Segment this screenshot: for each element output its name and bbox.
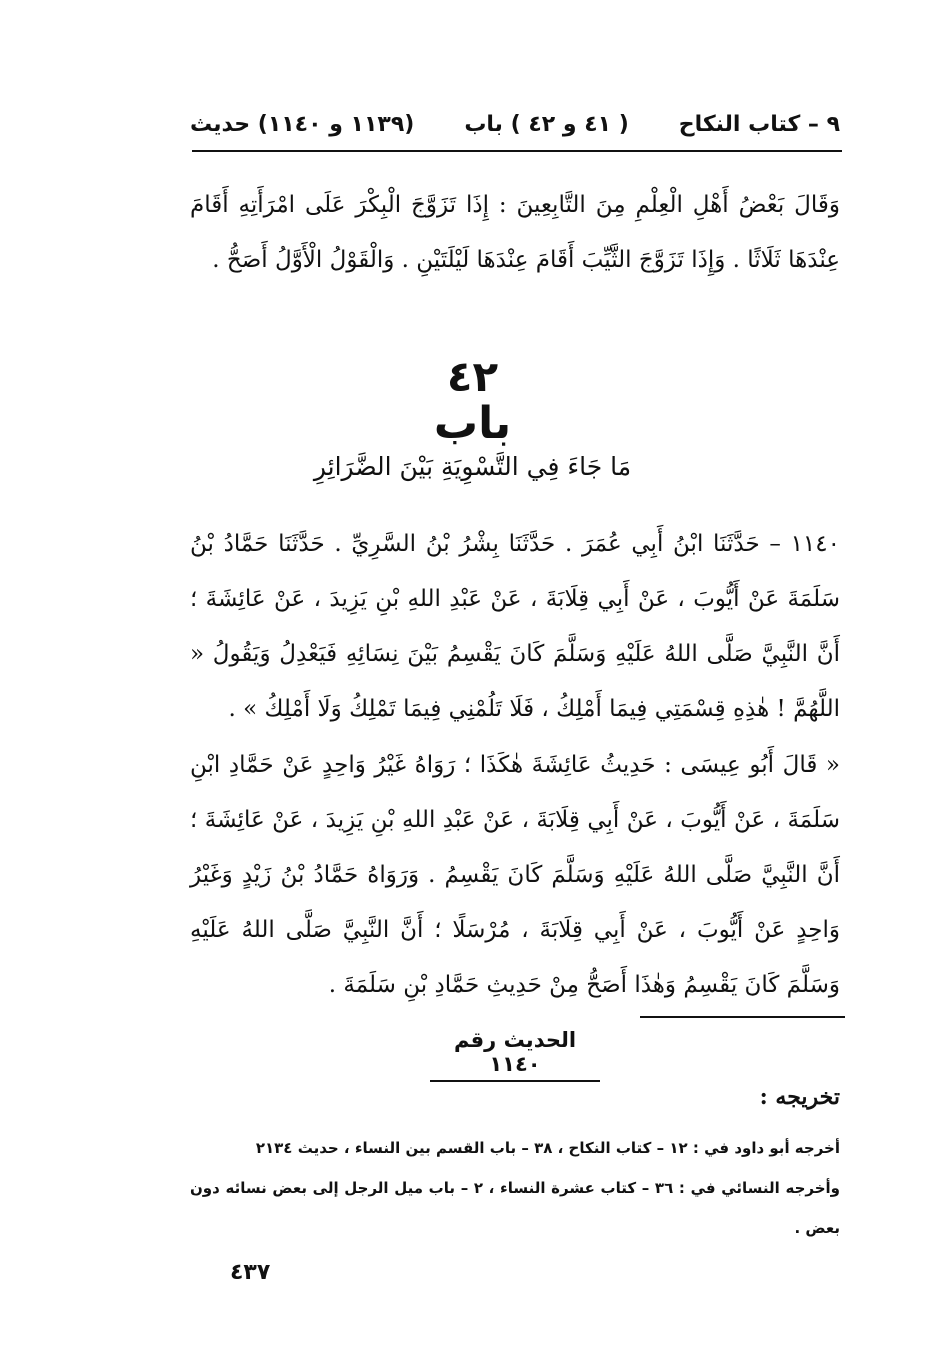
footnote-line: أخرجه أبو داود في : ١٢ – كتاب النكاح ، ٣٨ – باب القسم بين النساء ، حديث ٢١٣٤: [255, 1139, 840, 1157]
commentary-paragraph: « قَالَ أَبُو عِيسَى : حَدِيثُ عَائِشَةَ هٰكَذَا ؛ رَوَاهُ غَيْرُ وَاحِدٍ عَنْ حَمَّادِ ابْنِ سَلَمَةَ ، عَنْ أَيُّوبَ ، عَنْ أَبِي قِلَابَةَ ، عَنْ عَبْدِ اللهِ بْنِ يَزِيدَ ، عَنْ عَائِشَةَ ؛ أَنَّ النَّبِيَّ صَلَّى اللهُ عَلَيْهِ وَسَلَّمَ كَانَ يَقْسِمُ . وَرَوَاهُ حَمَّادُ بْنُ زَيْدٍ وَغَيْرُ وَاحِدٍ عَنْ أَيُّوبَ ، عَنْ أَبِي قِلَابَةَ ، مُرْسَلًا ؛ أَنَّ النَّبِيَّ صَلَّى اللهُ عَلَيْهِ وَسَلَّمَ كَانَ يَقْسِمُ وَهٰذَا أَصَحُّ مِنْ حَدِيثِ حَمَّادِ بْنِ سَلَمَةَ .: [190, 752, 840, 998]
takhrij-label: تخريجه :: [759, 1084, 840, 1110]
chapter-title: مَا جَاءَ فِي التَّسْوِيَةِ بَيْنَ الضَّرَائِرِ: [313, 452, 632, 481]
header-chapters: ( ٤١ و ٤٢ ) باب: [464, 111, 629, 137]
header-hadiths: (١١٣٩ و ١١٤٠) حديث: [190, 111, 415, 137]
running-header: [190, 102, 840, 146]
header-rule: [192, 150, 842, 152]
hadith-number-label: الحديث رقم ١١٤٠: [430, 1028, 600, 1082]
page-number: ٤٣٧: [230, 1260, 271, 1285]
header-book: ٩ – كتاب النكاح: [678, 111, 840, 137]
footnote-separator: [640, 1016, 845, 1018]
intro-paragraph: وَقَالَ بَعْضُ أَهْلِ الْعِلْمِ مِنَ التَّابِعِينَ : إِذَا تَزَوَّجَ الْبِكْرَ عَلَى امْرَأَتِهِ أَقَامَ عِنْدَهَا ثَلَاثًا . وَإِذَا تَزَوَّجَ الثَّيِّبَ أَقَامَ عِنْدَهَا لَيْلَتَيْنِ . وَالْقَوْلُ الْأَوَّلُ أَصَحُّ .: [190, 192, 840, 273]
chapter-heading: باب: [433, 398, 512, 449]
footnote-line: وأخرجه النسائي في : ٣٦ – كتاب عشرة النساء ، ٢ – باب ميل الرجل إلى بعض نسائه دون بعض .: [190, 1179, 841, 1237]
hadith-paragraph: ١١٤٠ – حَدَّثَنَا ابْنُ أَبِي عُمَرَ . حَدَّثَنَا بِشْرُ بْنُ السَّرِيِّ . حَدَّثَنَا حَمَّادُ بْنُ سَلَمَةَ عَنْ أَيُّوبَ ، عَنْ أَبِي قِلَابَةَ ، عَنْ عَبْدِ اللهِ بْنِ يَزِيدَ ، عَنْ عَائِشَةَ ؛ أَنَّ النَّبِيَّ صَلَّى اللهُ عَلَيْهِ وَسَلَّمَ كَانَ يَقْسِمُ بَيْنَ نِسَائِهِ فَيَعْدِلُ وَيَقُولُ « اللَّهُمَّ ! هٰذِهِ قِسْمَتِي فِيمَا أَمْلِكُ ، فَلَا تَلُمْنِي فِيمَا تَمْلِكُ وَلَا أَمْلِكُ » .: [190, 531, 840, 722]
footnotes: [190, 1128, 840, 1248]
chapter-number: ٤٢: [446, 352, 499, 401]
